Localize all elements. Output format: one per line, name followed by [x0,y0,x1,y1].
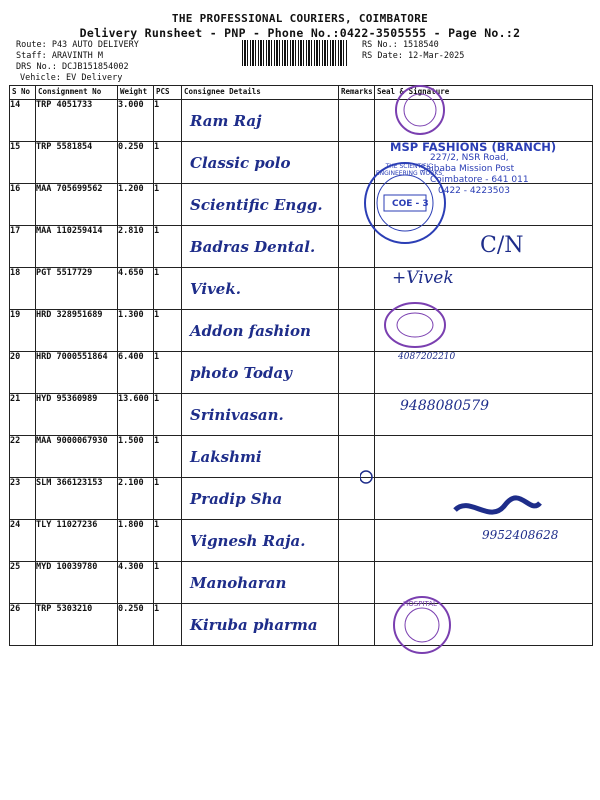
cell-weight-value: 4.650 [118,268,144,278]
cell-consignee [182,436,339,478]
cell-weight-value: 3.000 [118,100,144,110]
cell-consignment-no-value: MAA 705699562 [36,184,103,194]
cell-pcs-value: 1 [154,142,160,152]
cell-weight [118,562,154,604]
cell-consignee [182,268,339,310]
cell-consignment-no [36,226,118,268]
cell-weight-value: 0.250 [118,604,144,614]
col-header-consignment: Consignment No [36,86,118,100]
barcode [242,40,347,66]
cell-weight-value: 2.810 [118,226,144,236]
cell-consignee-value: Badras Dental. [190,238,316,256]
drs-label: DRS No.: DCJB151854002 [16,62,129,72]
cell-weight [118,436,154,478]
cell-sno [10,226,36,268]
cell-consignee [182,562,339,604]
cell-pcs [154,226,182,268]
cell-consignee-value: photo Today [190,364,292,382]
cell-weight [118,520,154,562]
cell-sno-value: 17 [10,226,21,236]
signature-row18: +Vivek [392,268,454,288]
cell-consignee [182,520,339,562]
col-header-remarks: Remarks [339,86,375,100]
stamp-circle-row14 [396,86,444,134]
msp-stamp-name: MSP FASHIONS (BRANCH) [390,140,557,154]
cell-consignee [182,310,339,352]
cell-weight [118,478,154,520]
cell-pcs-value: 1 [154,352,160,362]
cell-consignment-no [36,394,118,436]
msp-stamp-line2: Saibaba Mission Post [420,164,515,174]
cell-sno-value: 19 [10,310,21,320]
msp-stamp-line4: 0422 - 4223503 [438,186,510,196]
cell-consignment-no-value: TRP 4051733 [36,100,93,110]
cell-pcs [154,520,182,562]
cell-pcs-value: 1 [154,310,160,320]
cell-weight-value: 1.200 [118,184,144,194]
cell-sno-value: 26 [10,604,21,614]
circle-mark-row23 [360,471,372,483]
cell-consignment-no [36,310,118,352]
cell-consignment-no-value: HRD 328951689 [36,310,103,320]
cell-consignment-no-value: MAA 110259414 [36,226,103,236]
cell-consignment-no [36,100,118,142]
cell-weight [118,604,154,646]
cell-pcs [154,394,182,436]
cell-pcs [154,352,182,394]
cell-consignment-no-value: MYD 10039780 [36,562,98,572]
msp-stamp-line3: Coimbatore - 641 011 [430,175,529,185]
cell-pcs-value: 1 [154,226,160,236]
stamp-inner-circle-row14 [404,94,436,126]
cell-consignee [182,478,339,520]
vehicle-label: Vehicle: EV Delivery [20,73,123,83]
col-header-signature: Seal & Signature [375,86,593,100]
cell-pcs [154,478,182,520]
cell-consignment-no [36,562,118,604]
cell-weight-value: 0.250 [118,142,144,152]
cell-weight-value: 4.300 [118,562,144,572]
cell-consignment-no [36,268,118,310]
cell-pcs-value: 1 [154,436,160,446]
cell-consignee [182,604,339,646]
cell-consignee-value: Kiruba pharma [190,616,318,634]
cell-weight [118,100,154,142]
cell-consignee [182,394,339,436]
cell-pcs-value: 1 [154,268,160,278]
stamp-circle-row19 [385,303,445,347]
cell-weight [118,142,154,184]
cell-sno [10,562,36,604]
col-header-consignee: Consignee Details [182,86,339,100]
engineering-stamp-code: COE - 3 [392,199,429,209]
cell-sno-value: 15 [10,142,21,152]
cell-consignment-no [36,436,118,478]
cell-consignment-no [36,352,118,394]
hospital-stamp-inner [405,608,439,642]
cell-consignment-no-value: PGT 5517729 [36,268,93,278]
cell-sno [10,394,36,436]
cell-consignment-no-value: HYD 95360989 [36,394,98,404]
runsheet-subtitle: Delivery Runsheet - PNP - Phone No.:0422-3505555 - Page No.:2 [79,26,521,40]
cell-weight-value: 1.300 [118,310,144,320]
rs-number: RS No.: 1518540 [362,40,439,50]
cell-consignment-no [36,604,118,646]
engineering-stamp-name: THE SCIENTIFIC ENGINEERING WORKS [375,163,443,177]
route-label: Route: P43 AUTO DELIVERY [16,40,139,50]
cell-consignment-no-value: HRD 7000551864 [36,352,108,362]
cell-sno-value: 24 [10,520,21,530]
cell-sno-value: 16 [10,184,21,194]
cell-weight-value: 1.500 [118,436,144,446]
cell-sno [10,436,36,478]
cell-consignee-value: Scientific Engg. [190,196,323,214]
cell-consignee [182,352,339,394]
cell-sno-value: 14 [10,100,21,110]
cell-consignee-value: Pradip Sha [190,490,283,508]
cell-sno [10,310,36,352]
scribble-row24 [455,498,540,512]
cell-consignee [182,226,339,268]
cell-consignee-value: Lakshmi [190,448,262,466]
cell-sno [10,604,36,646]
col-header-sno: S No [10,86,36,100]
cell-sno [10,268,36,310]
cell-consignment-no-value: TLY 11027236 [36,520,98,530]
cell-consignee [182,142,339,184]
cell-pcs-value: 1 [154,184,160,194]
cell-pcs [154,562,182,604]
cell-sno [10,142,36,184]
cell-pcs [154,310,182,352]
cell-pcs [154,436,182,478]
cell-consignee-value: Vignesh Raja. [190,532,306,550]
cell-weight [118,310,154,352]
hospital-stamp-text: HOSPITAL [403,600,437,608]
company-title: THE PROFESSIONAL COURIERS, COIMBATORE [171,12,429,25]
cell-weight-value: 13.600 [118,394,149,404]
cell-pcs [154,142,182,184]
cell-weight [118,184,154,226]
cell-pcs [154,184,182,226]
cell-consignment-no [36,478,118,520]
cell-consignee-value: Srinivasan. [190,406,284,424]
cell-weight-value: 6.400 [118,352,144,362]
cell-sno-value: 20 [10,352,21,362]
cell-pcs-value: 1 [154,100,160,110]
cell-pcs [154,268,182,310]
cell-pcs-value: 1 [154,562,160,572]
cell-consignee-value: Manoharan [190,574,287,592]
cell-pcs-value: 1 [154,478,160,488]
cell-consignment-no [36,520,118,562]
msp-stamp-line1: 227/2, NSR Road, [430,153,509,163]
cell-consignee-value: Addon fashion [190,322,311,340]
cell-consignment-no [36,184,118,226]
cell-consignee-value: Classic polo [190,154,291,172]
cell-consignment-no-value: TRP 5581854 [36,142,93,152]
cell-consignment-no-value: MAA 9000067930 [36,436,108,446]
cell-consignment-no [36,142,118,184]
col-header-weight: Weight [118,86,154,100]
cell-consignee-value: Vivek. [190,280,241,298]
cell-sno [10,478,36,520]
cell-sno-value: 25 [10,562,21,572]
cell-pcs [154,604,182,646]
cell-consignment-no-value: TRP 5303210 [36,604,93,614]
cell-sno [10,100,36,142]
signature-row21: 9488080579 [400,398,490,414]
col-header-pcs: PCS [154,86,182,100]
cell-weight-value: 1.800 [118,520,144,530]
cell-weight [118,394,154,436]
cell-consignee [182,100,339,142]
cell-sno [10,520,36,562]
cell-sno [10,352,36,394]
signature-row24: 9952408628 [482,528,559,542]
cell-sno [10,184,36,226]
cell-consignee-value: Ram Raj [190,112,262,130]
cell-pcs-value: 1 [154,604,160,614]
cell-weight-value: 2.100 [118,478,144,488]
rs-date: RS Date: 12-Mar-2025 [362,51,465,61]
cell-sno-value: 22 [10,436,21,446]
signature-row20: 4087202210 [398,352,456,362]
cell-weight [118,226,154,268]
cell-consignment-no-value: SLM 366123153 [36,478,103,488]
staff-label: Staff: ARAVINTH M [16,51,103,61]
cell-pcs [154,100,182,142]
cell-pcs-value: 1 [154,520,160,530]
cell-sno-value: 18 [10,268,21,278]
cell-consignee [182,184,339,226]
stamp-inner-row19 [397,313,433,337]
cell-sno-value: 21 [10,394,21,404]
cell-weight [118,352,154,394]
signature-row17: C/N [480,233,524,258]
cell-pcs-value: 1 [154,394,160,404]
cell-weight [118,268,154,310]
cell-sno-value: 23 [10,478,21,488]
